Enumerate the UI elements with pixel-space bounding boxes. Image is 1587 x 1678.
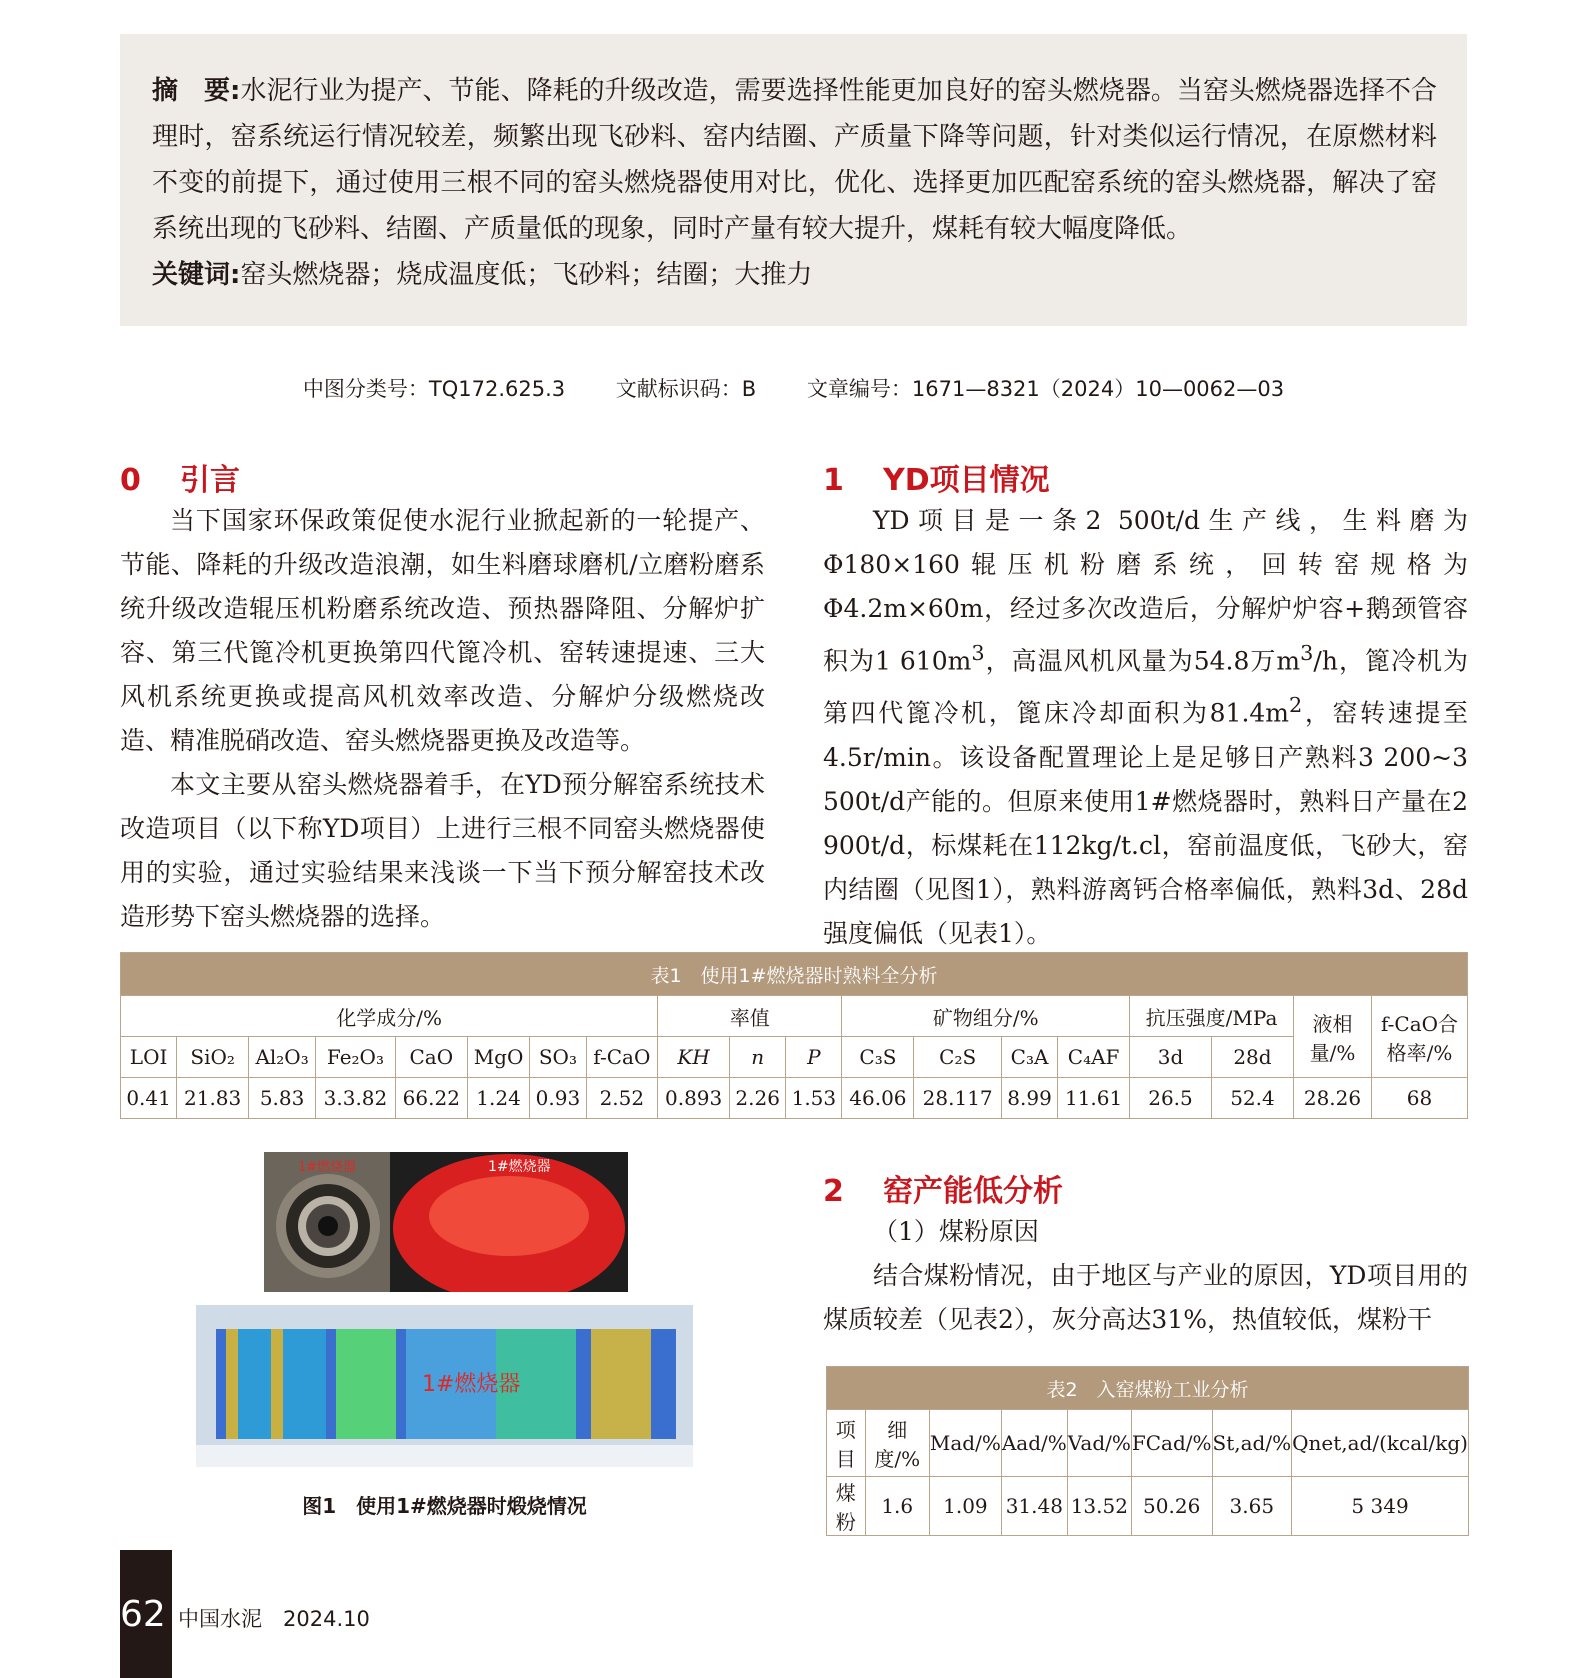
table-1-header-cell: 3d bbox=[1130, 1037, 1212, 1078]
document-code: 文献标识码：B bbox=[615, 377, 757, 401]
table-1-header-cell: Al₂O₃ bbox=[249, 1037, 316, 1078]
classification-line bbox=[120, 373, 1467, 403]
table-1-value-cell: 46.06 bbox=[842, 1078, 914, 1119]
burner-photo bbox=[264, 1152, 390, 1292]
section-0-title: 引言 bbox=[180, 463, 240, 498]
p1-part-b: ，高温风机风量为54.8万m bbox=[984, 646, 1301, 676]
table-1-header-cell: KH bbox=[658, 1037, 730, 1078]
table-2-value-cell: 1.09 bbox=[929, 1477, 1001, 1536]
table-1-value-cell: 3.3.82 bbox=[316, 1078, 396, 1119]
section-2-heading bbox=[823, 1166, 1468, 1210]
table-1-value-cell: 0.893 bbox=[658, 1078, 730, 1119]
table-1-value-cell: 1.53 bbox=[786, 1078, 842, 1119]
table-1-value-cell: 68 bbox=[1372, 1078, 1468, 1119]
table-2-value-cell: 1.6 bbox=[865, 1477, 929, 1536]
table-2-header-cell: Mad/% bbox=[929, 1410, 1001, 1477]
table-1-value-cell: 5.83 bbox=[249, 1078, 316, 1119]
table-1-header-cell: C₄AF bbox=[1058, 1037, 1130, 1078]
section-1-paragraph-1 bbox=[823, 499, 1468, 956]
right-column bbox=[823, 455, 1468, 956]
table-row bbox=[827, 1477, 1469, 1536]
p1-part-a: YD项目是一条2 500t/d生产线，生料磨为Φ180×160辊压机粉磨系统，回转窑规格为Φ4.2m×60m，经过多次改造后，分解炉炉容+鹅颈管容积为1 610m bbox=[823, 506, 1468, 676]
table-1-value-cell: 11.61 bbox=[1058, 1078, 1130, 1119]
table-row bbox=[827, 1410, 1469, 1477]
table-1-header-cell: Fe₂O₃ bbox=[316, 1037, 396, 1078]
table-1-header-cell: C₂S bbox=[914, 1037, 1002, 1078]
section-2 bbox=[823, 1166, 1468, 1342]
superscript-2: 2 bbox=[1289, 693, 1303, 718]
table-2-value-cell: 3.65 bbox=[1212, 1477, 1292, 1536]
table-2 bbox=[826, 1366, 1469, 1536]
table-1-value-cell: 21.83 bbox=[177, 1078, 249, 1119]
table-1-group-fcao-pass: f-CaO合格率/% bbox=[1372, 996, 1468, 1078]
table-1-header-cell: 28d bbox=[1211, 1037, 1293, 1078]
section-1-heading bbox=[823, 455, 1468, 499]
section-2-title: 窑产能低分析 bbox=[883, 1174, 1063, 1209]
table-1-header-cell: f-CaO bbox=[586, 1037, 658, 1078]
scan-label: 1#燃烧器 bbox=[422, 1372, 521, 1397]
abstract-body: 水泥行业为提产、节能、降耗的升级改造，需要选择性能更加良好的窑头燃烧器。当窑头燃烧器选择不合理时，窑系统运行情况较差，频繁出现飞砂料、窑内结圈、产质量下降等问题，针对类似运行情况，在原燃材料不变的前提下，通过使用三根不同的窑头燃烧器使用对比，优化、选择更加匹配窑系统的窑头燃烧器，解决了窑系统出现的飞砂料、结圈、产质量低的现象，同时产量有较大提升，煤耗有较大幅度降低。 bbox=[152, 76, 1437, 244]
table-2-header-cell: Vad/% bbox=[1067, 1410, 1131, 1477]
table-1-group-chem: 化学成分/% bbox=[121, 996, 658, 1037]
journal-name: 中国水泥 2024.10 bbox=[178, 1607, 370, 1631]
table-1-group-ratio: 率值 bbox=[658, 996, 842, 1037]
table-row bbox=[121, 1037, 1468, 1078]
superscript-3a: 3 bbox=[971, 641, 985, 665]
table-1-value-cell: 66.22 bbox=[395, 1078, 467, 1119]
section-2-paragraph-1: 结合煤粉情况，由于地区与产业的原因，YD项目用的煤质较差（见表2），灰分高达31%，热值较低，煤粉干 bbox=[823, 1261, 1468, 1334]
abstract bbox=[152, 68, 1437, 252]
table-1-value-cell: 1.24 bbox=[467, 1078, 530, 1119]
photo-2-label: 1#燃烧器 bbox=[488, 1159, 551, 1175]
section-0-heading bbox=[120, 455, 765, 499]
table-2-header-cell: St,ad/% bbox=[1212, 1410, 1292, 1477]
table-2-value-cell: 31.48 bbox=[1001, 1477, 1067, 1536]
table-1-header-cell: P bbox=[786, 1037, 842, 1078]
table-1-header-cell: n bbox=[730, 1037, 786, 1078]
table-1-value-cell: 0.93 bbox=[530, 1078, 586, 1119]
table-1-header-cell: LOI bbox=[121, 1037, 177, 1078]
table-1-value-cell: 52.4 bbox=[1211, 1078, 1293, 1119]
table-1-value-cell: 28.26 bbox=[1294, 1078, 1372, 1119]
section-0-paragraph-1: 当下国家环保政策促使水泥行业掀起新的一轮提产、节能、降耗的升级改造浪潮，如生料磨球磨机/立磨粉磨系统升级改造辊压机粉磨系统改造、预热器降阻、分解炉扩容、第三代篦冷机更换第四代篦冷机、窑转速提速、三大风机系统更换或提高风机效率改造、分解炉分级燃烧改造、精准脱硝改造、窑头燃烧器更换及改造等。 bbox=[120, 506, 765, 755]
article-number: 文章编号：1671—8321（2024）10—0062—03 bbox=[806, 377, 1285, 401]
p1-part-d: ，窑转速提至4.5r/min。该设备配置理论上是足够日产熟料3 200~3 500t/d产能的。但原来使用1#燃烧器时，熟料日产量在2 900t/d，标煤耗在112kg/t.cl，窑前温度低，飞砂大，窑内结圈（见图1），熟料游离钙合格率偏低，熟料3d、28d强度偏低（见表1）。 bbox=[823, 698, 1468, 948]
section-1-number: 1 bbox=[823, 463, 844, 498]
table-2-value-cell: 煤粉 bbox=[827, 1477, 866, 1536]
section-2-number: 2 bbox=[823, 1174, 844, 1209]
table-2-caption: 表2 入窑煤粉工业分析 bbox=[827, 1367, 1469, 1410]
table-1-header-cell: C₃S bbox=[842, 1037, 914, 1078]
table-1-header-cell: C₃A bbox=[1001, 1037, 1057, 1078]
table-2-value-cell: 5 349 bbox=[1292, 1477, 1469, 1536]
clc-number: 中图分类号：TQ172.625.3 bbox=[302, 377, 566, 401]
photo-1-label: 1#燃烧器 bbox=[298, 1160, 357, 1175]
table-1-value-cell: 28.117 bbox=[914, 1078, 1002, 1119]
table-1-header-cell: SO₃ bbox=[530, 1037, 586, 1078]
table-row bbox=[121, 1078, 1468, 1119]
table-2-header-cell: 细度/% bbox=[865, 1410, 929, 1477]
page-number: 62 bbox=[120, 1594, 166, 1635]
table-1-caption: 表1 使用1#燃烧器时熟料全分析 bbox=[121, 953, 1468, 996]
table-1-value-cell: 0.41 bbox=[121, 1078, 177, 1119]
table-2-header-cell: Qnet,ad/(kcal/kg) bbox=[1292, 1410, 1469, 1477]
table-1 bbox=[120, 952, 1468, 1119]
table-1-header-cell: MgO bbox=[467, 1037, 530, 1078]
table-1-value-cell: 26.5 bbox=[1130, 1078, 1212, 1119]
table-1-value-cell: 2.26 bbox=[730, 1078, 786, 1119]
figure-1-caption: 图1 使用1#燃烧器时煅烧情况 bbox=[302, 1494, 587, 1518]
table-2-header-cell: 项目 bbox=[827, 1410, 866, 1477]
table-1-group-strength: 抗压强度/MPa bbox=[1130, 996, 1294, 1037]
section-0-number: 0 bbox=[120, 463, 141, 498]
left-column bbox=[120, 455, 765, 939]
table-1-group-liquid: 液相量/% bbox=[1294, 996, 1372, 1078]
superscript-3b: 3 bbox=[1300, 641, 1314, 665]
section-2-subheading: （1）煤粉原因 bbox=[873, 1217, 1039, 1246]
keywords-label: 关键词: bbox=[152, 260, 241, 290]
table-1-value-cell: 8.99 bbox=[1001, 1078, 1057, 1119]
table-row bbox=[121, 996, 1468, 1037]
table-1-header-cell: CaO bbox=[395, 1037, 467, 1078]
p1-part-c: /h，篦冷机为第四代篦冷机，篦床冷却面积为81.4m bbox=[823, 646, 1469, 728]
table-1-header-cell: SiO₂ bbox=[177, 1037, 249, 1078]
section-1-title: YD项目情况 bbox=[883, 463, 1050, 498]
kiln-shell-scan bbox=[196, 1305, 693, 1467]
table-2-value-cell: 13.52 bbox=[1067, 1477, 1131, 1536]
table-1-group-mineral: 矿物组分/% bbox=[842, 996, 1130, 1037]
table-1-value-cell: 2.52 bbox=[586, 1078, 658, 1119]
table-2-header-cell: Aad/% bbox=[1001, 1410, 1067, 1477]
flame-photo bbox=[390, 1152, 628, 1292]
table-2-value-cell: 50.26 bbox=[1131, 1477, 1212, 1536]
abstract-label: 摘 要: bbox=[152, 76, 241, 106]
keywords bbox=[152, 252, 1437, 298]
section-0-paragraph-2: 本文主要从窑头燃烧器着手，在YD预分解窑系统技术改造项目（以下称YD项目）上进行三根不同窑头燃烧器使用的实验，通过实验结果来浅谈一下当下预分解窑技术改造形势下窑头燃烧器的选择。 bbox=[120, 770, 765, 931]
table-2-header-cell: FCad/% bbox=[1131, 1410, 1212, 1477]
keywords-body: 窑头燃烧器；烧成温度低；飞砂料；结圈；大推力 bbox=[240, 260, 813, 290]
